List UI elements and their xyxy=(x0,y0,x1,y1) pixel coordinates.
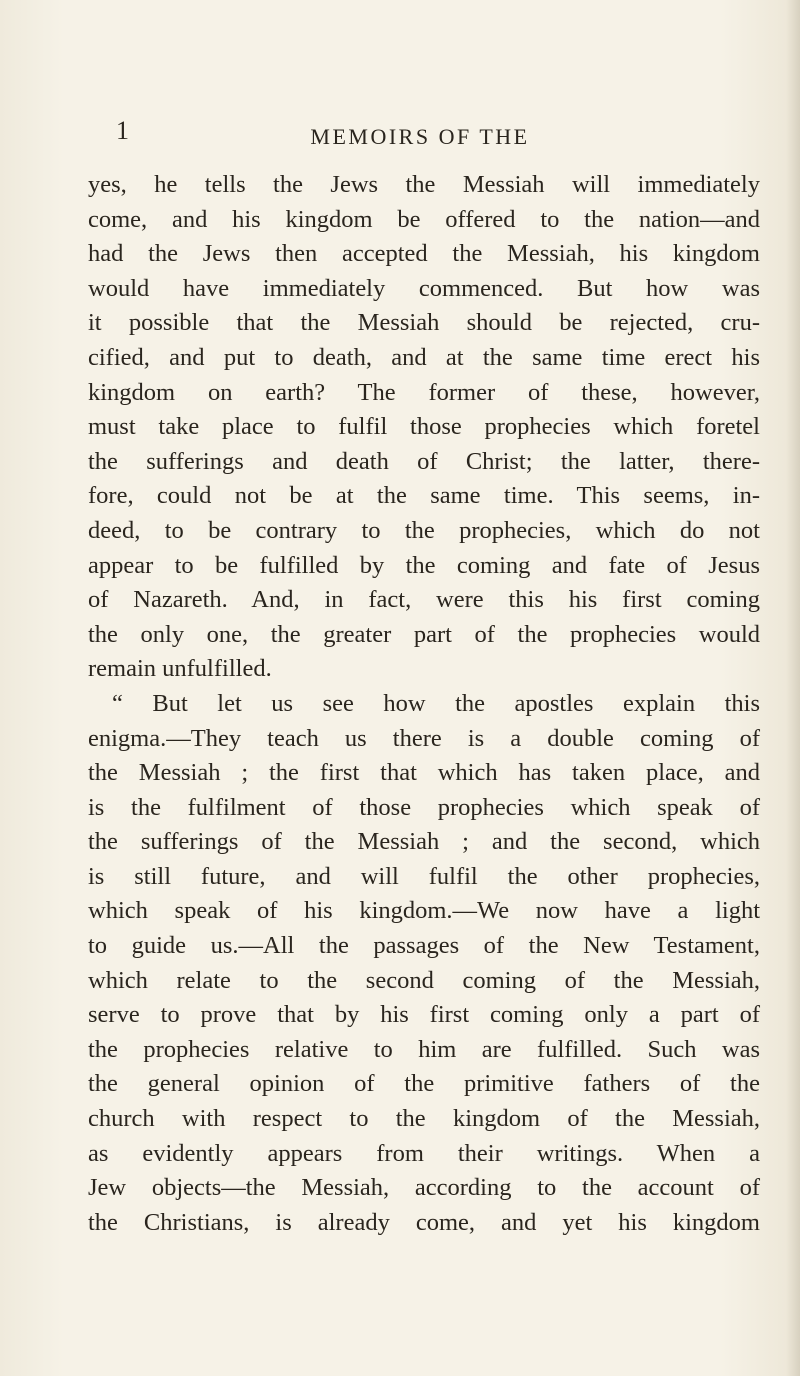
page-edge-shadow xyxy=(786,0,800,1376)
text-line: had the Jews then accepted the Messiah, his kingdom xyxy=(88,240,760,268)
text-line: the general opinion of the primitive fathers of the xyxy=(88,1070,760,1098)
text-line: the Messiah ; the first that which has taken place, and xyxy=(88,759,760,787)
text-line: serve to prove that by his first coming only a part of xyxy=(88,1001,760,1029)
text-line: which speak of his kingdom.—We now have a light xyxy=(88,897,760,925)
text-line: cified, and put to death, and at the same time erect his xyxy=(88,343,760,371)
text-line: which relate to the second coming of the Messiah, xyxy=(88,966,760,994)
text-line: the prophecies relative to him are fulfilled. Such was xyxy=(88,1035,760,1063)
text-line: as evidently appears from their writings. When a xyxy=(88,1139,760,1167)
text-line: would have immediately commenced. But how was xyxy=(88,274,760,302)
running-head: MEMOIRS OF THE xyxy=(310,124,530,149)
text-line: deed, to be contrary to the prophecies, which do not xyxy=(88,516,760,544)
text-line: kingdom on earth? The former of these, however, xyxy=(88,378,760,406)
text-line: appear to be fulfilled by the coming and fate of Jesus xyxy=(88,551,760,579)
text-line: church with respect to the kingdom of the Messiah, xyxy=(88,1105,760,1133)
text-line: of Nazareth. And, in fact, were this his first coming xyxy=(88,586,760,614)
text-line: the Christians, is already come, and yet his kingdom xyxy=(88,1208,760,1236)
body-text xyxy=(88,168,760,1240)
text-line: remain unfulfilled. xyxy=(88,655,272,683)
text-line: “ But let us see how the apostles explain this xyxy=(112,689,760,717)
text-line: the sufferings of the Messiah ; and the second, which xyxy=(88,828,760,856)
text-line: Jew objects—the Messiah, according to the account of xyxy=(88,1174,760,1202)
text-line: the sufferings and death of Christ; the latter, there- xyxy=(88,447,760,475)
text-line: enigma.—They teach us there is a double coming of xyxy=(88,724,760,752)
text-line: come, and his kingdom be offered to the nation—and xyxy=(88,205,760,233)
text-line: must take place to fulfil those prophecies which foretel xyxy=(88,413,760,441)
page-number: 1 xyxy=(116,116,129,145)
text-line: is still future, and will fulfil the other prophecies, xyxy=(88,862,760,890)
text-line: it possible that the Messiah should be rejected, cru- xyxy=(88,309,760,337)
text-line: to guide us.—All the passages of the New Testament, xyxy=(88,932,760,960)
text-line: fore, could not be at the same time. This seems, in- xyxy=(88,482,760,510)
text-line: is the fulfilment of those prophecies which speak of xyxy=(88,793,760,821)
text-line: yes, he tells the Jews the Messiah will immediately xyxy=(88,171,760,198)
text-line: the only one, the greater part of the prophecies would xyxy=(88,620,760,648)
